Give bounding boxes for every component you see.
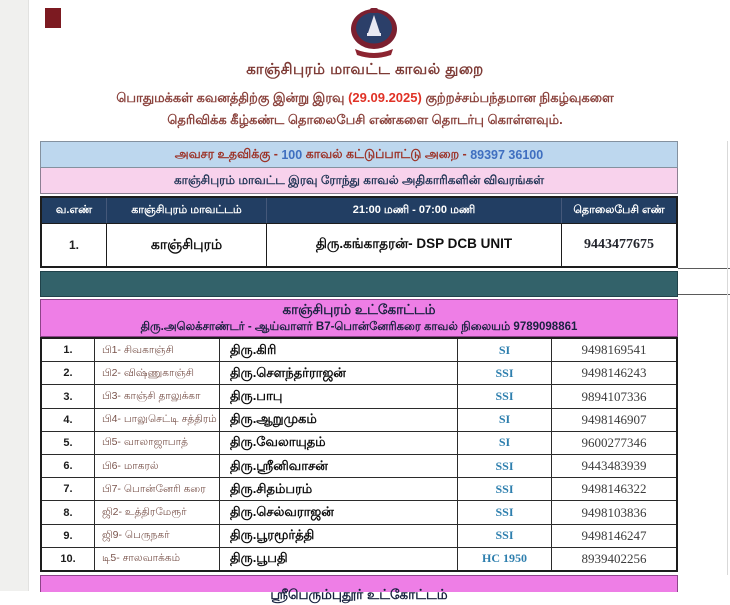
cell-station: டி5- சாலவாக்கம் (95, 548, 220, 570)
cell-officer: திரு.ஸ்ரீனிவாசன் (220, 455, 458, 477)
cell-rank: SSI (458, 478, 552, 500)
cell-officer: திரு.பூரமூர்த்தி (220, 525, 458, 547)
notice-line1-pre: பொதுமக்கள் கவனத்திற்கு இன்று இரவு (116, 90, 349, 105)
cell-rank: SI (458, 432, 552, 454)
cell-phone: 9498146322 (581, 481, 647, 497)
table-row (42, 223, 676, 266)
next-subdivision-title: ஸ்ரீபெரும்புதூர் உட்கோட்டம் (270, 587, 448, 602)
cell-sno: 7. (42, 478, 95, 500)
cell-sno: 5. (42, 432, 95, 454)
cell-sno: 4. (42, 409, 95, 431)
cell-officer: திரு.சௌந்தர்ராஜன் (220, 362, 458, 384)
control-room-number: 89397 36100 (470, 147, 544, 162)
cell-phone: 9600277346 (581, 434, 647, 450)
emergency-text-mid: காவல் கட்டுப்பாட்டு அறை - (302, 146, 471, 161)
cell-station: பி4- பாலுசெட்டி சத்திரம் (95, 409, 220, 431)
cell-station: பி2- விஷ்ணுகாஞ்சி (95, 362, 220, 384)
night-patrol-banner: காஞ்சிபுரம் மாவட்ட இரவு ரோந்து காவல் அதிகாரிகளின் விவரங்கள் (40, 168, 678, 194)
subdivision-inspector-line: திரு.அலெக்சாண்டர் - ஆய்வாளர் B7-பொன்னேரிகரை காவல் நிலையம் 9789098861 (140, 321, 578, 333)
table-row (42, 385, 676, 408)
cell-sno: 1. (42, 224, 107, 266)
cell-sno: 3. (42, 385, 95, 407)
emergency-text-pre: அவசர உதவிக்கு - (174, 146, 282, 161)
header-serial-no: வ.எண் (42, 198, 107, 223)
cell-officer: திரு.கங்காதரன்- DSP DCB UNIT (267, 224, 562, 266)
cell-phone: 9498146243 (581, 365, 647, 381)
notice-date: (29.09.2025) (348, 90, 422, 105)
cell-officer: திரு.பாபு (220, 385, 458, 407)
cell-district: காஞ்சிபுரம் (107, 224, 267, 266)
cell-sno: 6. (42, 455, 95, 477)
cell-sno: 1. (42, 339, 95, 361)
cell-station: பி6- மாகரல் (95, 455, 220, 477)
district-officer-table (40, 196, 678, 268)
table-row (42, 478, 676, 501)
table-row (42, 548, 676, 570)
red-marker (45, 8, 61, 28)
spreadsheet-gridline (727, 141, 728, 575)
header-district: காஞ்சிபுரம் மாவட்டம் (107, 198, 267, 223)
cell-sno: 9. (42, 525, 95, 547)
police-emblem-icon (341, 4, 407, 60)
cell-sno: 8. (42, 501, 95, 523)
cell-phone: 9498146907 (581, 411, 647, 427)
cell-phone: 9894107336 (581, 388, 647, 404)
cell-sno: 10. (42, 548, 95, 570)
page-left-margin (0, 0, 29, 591)
cell-officer: திரு.வேலாயுதம் (220, 432, 458, 454)
cell-sno: 2. (42, 362, 95, 384)
page-title: காஞ்சிபுரம் மாவட்ட காவல் துறை (246, 61, 484, 78)
table-row (42, 409, 676, 432)
cell-officer: திரு.சிதம்பரம் (220, 478, 458, 500)
table-row (42, 455, 676, 478)
cell-rank: SSI (458, 455, 552, 477)
cell-officer: திரு.கிரி (220, 339, 458, 361)
cell-rank: SI (458, 409, 552, 431)
header-time-range: 21:00 மணி - 07:00 மணி (267, 198, 562, 223)
teal-divider-band (40, 271, 678, 297)
cell-rank: SSI (458, 362, 552, 384)
cell-station: பி7- பொன்னேரி கரை (95, 478, 220, 500)
stations-table (40, 337, 678, 572)
cell-rank: SI (458, 339, 552, 361)
notice-line2: தெரிவிக்க கீழ்கண்ட தொலைபேசி எண்களை தொடர்பு கொள்ளவும். (167, 112, 563, 127)
cell-station: ஜி9- பெருநகர் (95, 525, 220, 547)
subdivision-header (40, 299, 678, 337)
table-row (42, 501, 676, 524)
header-phone: தொலைபேசி எண் (573, 203, 665, 216)
cell-rank: SSI (458, 525, 552, 547)
cell-phone: 9498103836 (581, 504, 647, 520)
grid-extension-line (678, 268, 730, 269)
next-subdivision-band (40, 575, 678, 602)
table-row (42, 362, 676, 385)
cell-station: பி3- காஞ்சி தாலுக்கா (95, 385, 220, 407)
notice-line1-post: குற்றச்சம்பந்தமான நிகழ்வுகளை (421, 90, 614, 105)
emergency-help-band (40, 141, 678, 168)
cell-station: பி5- வாலாஜாபாத் (95, 432, 220, 454)
table-row (42, 339, 676, 362)
public-notice-text (40, 87, 690, 131)
cell-phone: 9498146247 (581, 527, 647, 543)
cell-phone: 9443477675 (584, 237, 654, 252)
cell-rank: SSI (458, 385, 552, 407)
table-header-row (42, 198, 676, 223)
cell-officer: திரு.ஆறுமுகம் (220, 409, 458, 431)
cell-rank: HC 1950 (458, 548, 552, 570)
cell-phone: 9443483939 (581, 458, 647, 474)
emergency-number-100: 100 (281, 147, 303, 162)
grid-extension-line (678, 294, 730, 295)
table-row (42, 525, 676, 548)
cell-rank: SSI (458, 501, 552, 523)
cell-officer: திரு.செல்வராஜன் (220, 501, 458, 523)
cell-officer: திரு.பூபதி (220, 548, 458, 570)
cell-phone: 9498169541 (581, 342, 647, 358)
subdivision-title: காஞ்சிபுரம் உட்கோட்டம் (282, 302, 436, 317)
table-row (42, 432, 676, 455)
cell-station: பி1- சிவகாஞ்சி (95, 339, 220, 361)
cell-phone: 8939402256 (581, 550, 647, 566)
cell-station: ஜி2- உத்திரமேரூர் (95, 501, 220, 523)
